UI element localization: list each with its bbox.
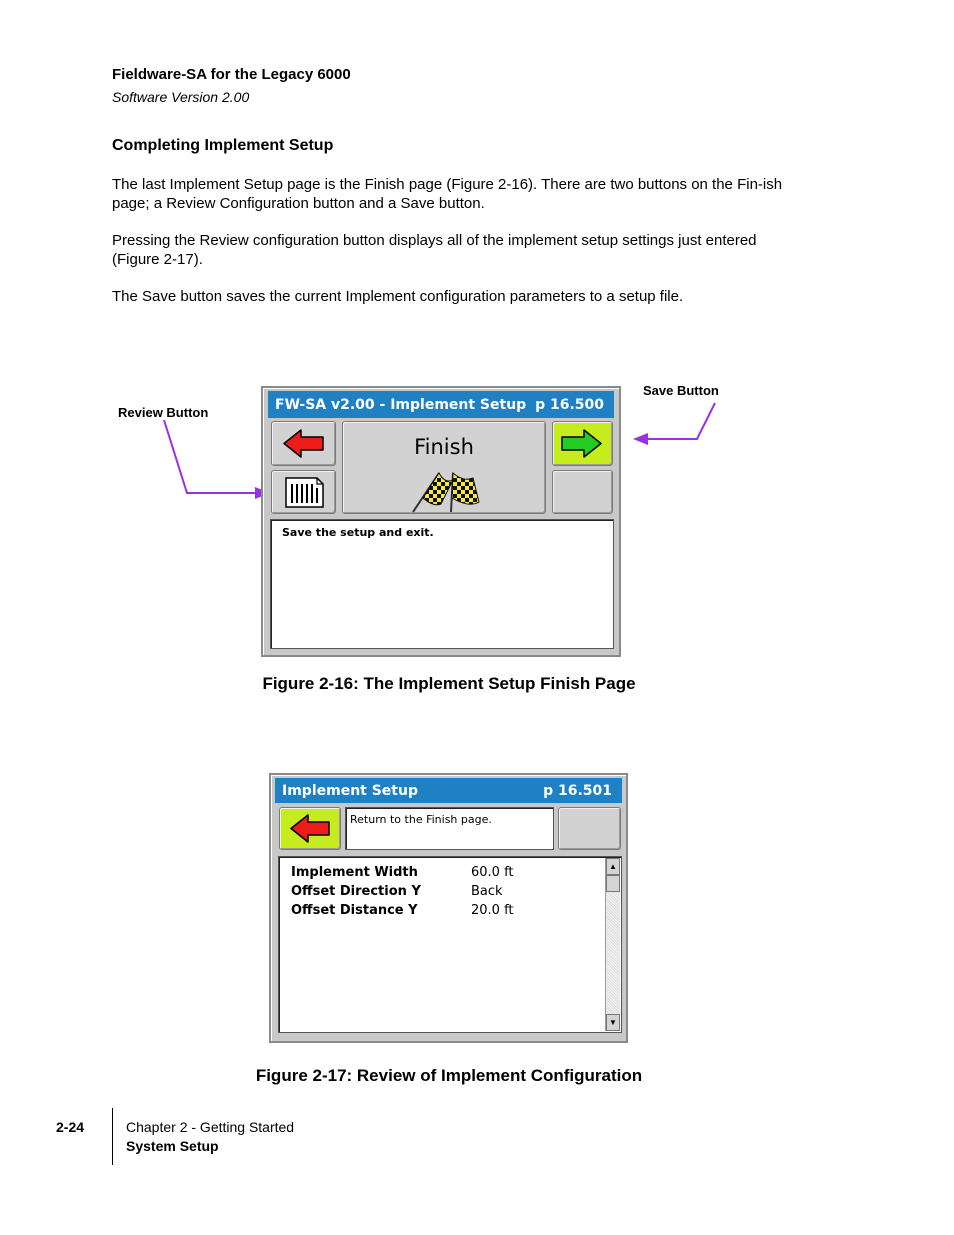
paragraph-finish-page: The last Implement Setup page is the Finish page (Figure 2-16). There are two buttons on the Fin-ish page; a Review Configuration button and a Save button.	[112, 176, 783, 212]
page-number-indicator: p 16.501	[543, 782, 612, 799]
figure-16-caption: Figure 2-16: The Implement Setup Finish Page	[262, 674, 636, 693]
footer-divider	[112, 1108, 113, 1165]
message-panel	[270, 519, 614, 649]
save-callout-arrowhead	[633, 433, 648, 445]
section-heading: Completing Implement Setup	[112, 137, 334, 154]
paragraph-save-button: The Save button saves the current Implement configuration parameters to a setup file.	[112, 288, 684, 305]
document-icon	[272, 471, 335, 513]
save-callout-arrow	[646, 403, 715, 439]
table-row	[291, 901, 514, 920]
up-arrow-icon: ▲	[609, 862, 617, 871]
row-value: 60.0 ft	[471, 865, 514, 880]
document-title: Fieldware-SA for the Legacy 6000	[112, 66, 351, 83]
review-button-callout: Review Button	[118, 405, 209, 420]
down-arrow-icon: ▼	[609, 1018, 617, 1027]
review-titlebar	[275, 778, 622, 803]
save-button-callout: Save Button	[643, 383, 719, 398]
finish-titlebar	[268, 391, 614, 418]
configuration-table	[291, 863, 514, 920]
blank-button[interactable]	[552, 470, 613, 514]
page-number-indicator: p 16.500	[535, 396, 604, 413]
status-message: Save the setup and exit.	[282, 526, 434, 539]
table-row	[291, 882, 514, 901]
vertical-scrollbar[interactable]	[605, 858, 620, 1031]
screen-title: Implement Setup	[282, 782, 418, 799]
review-page-screen	[269, 773, 628, 1043]
review-callout-arrow	[164, 420, 258, 493]
review-configuration-button[interactable]	[271, 470, 336, 514]
screen-title: FW-SA v2.00 - Implement Setup	[275, 396, 527, 413]
footer-section: System Setup	[126, 1138, 219, 1154]
row-value: Back	[471, 884, 503, 899]
row-value: 20.0 ft	[471, 903, 514, 918]
message-box	[345, 807, 554, 850]
back-button[interactable]	[279, 807, 341, 850]
scroll-thumb[interactable]	[606, 875, 620, 892]
red-left-arrow-icon	[280, 808, 340, 849]
checkered-flags-icon	[401, 470, 491, 514]
red-left-arrow-icon	[272, 422, 335, 465]
row-label: Implement Width	[291, 865, 418, 880]
scroll-down-button[interactable]	[606, 1014, 620, 1031]
back-button[interactable]	[271, 421, 336, 466]
figure-17-caption: Figure 2-17: Review of Implement Configuration	[255, 1066, 643, 1085]
finish-label: Finish	[414, 435, 474, 459]
table-row	[291, 863, 514, 882]
finish-panel	[342, 421, 546, 514]
row-label: Offset Distance Y	[291, 903, 418, 918]
row-label: Offset Direction Y	[291, 884, 421, 899]
page-number: 2-24	[56, 1119, 85, 1135]
software-version: Software Version 2.00	[112, 89, 250, 105]
status-message: Return to the Finish page.	[350, 813, 492, 826]
blank-button[interactable]	[558, 807, 621, 850]
review-list-panel	[278, 856, 622, 1033]
green-right-arrow-icon	[553, 422, 612, 465]
scroll-up-button[interactable]	[606, 858, 620, 875]
footer-chapter: Chapter 2 - Getting Started	[126, 1119, 295, 1135]
finish-page-screen	[261, 386, 621, 657]
paragraph-review-button: Pressing the Review configuration button displays all of the implement setup settings just entered (Figure 2-17).	[112, 232, 757, 268]
save-button[interactable]	[552, 421, 613, 466]
